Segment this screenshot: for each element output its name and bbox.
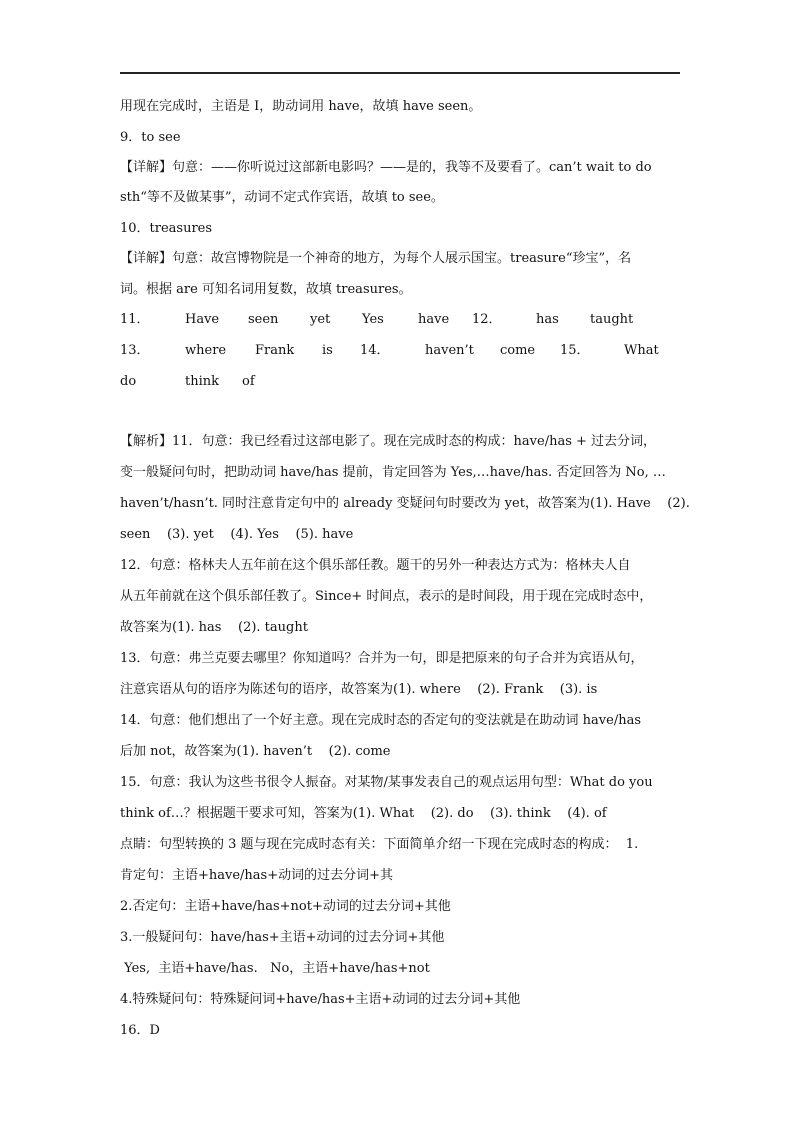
answer-word: 11． [120,312,150,327]
answer-word: What [624,343,659,358]
answer-word: yet [310,312,331,327]
answer-word: Yes [362,312,384,327]
answer-word: taught [590,312,634,327]
answer-word: Have [185,312,220,327]
analysis-line: 4.特殊疑问句：特殊疑问词+have/has+主语+动词的过去分词+其他 [120,992,521,1007]
analysis-line: 2.否定句：主语+have/has+not+动词的过去分词+其他 [120,899,451,914]
answer-word: has [536,312,559,327]
answer-word: 14． [360,343,390,358]
answer-word: come [500,343,536,358]
answer-word: where [185,343,227,358]
analysis-line: 14．句意：他们想出了一个好主意。现在完成时态的否定句的变法就是在助动词 have/has [120,713,642,728]
analysis-line: think of…？根据题干要求可知，答案为(1). What (2). do (3). think (4). of [120,806,607,821]
header-rule [120,72,680,74]
answer-word: 15． [560,343,590,358]
question-16-answer: 16．D [120,1023,160,1038]
text-line: sth“等不及做某事”，动词不定式作宾语，故填 to see。 [120,190,444,205]
text-line: 【详解】句意：故宫博物院是一个神奇的地方，为每个人展示国宝。treasure“珍宝”，名 [120,251,632,266]
text-line: 词。根据 are 可知名词用复数，故填 treasures。 [120,282,412,297]
analysis-line: 【解析】11．句意：我已经看过这部电影了。现在完成时态的构成：have/has + 过去分词， [120,434,657,449]
answer-word: is [322,343,333,358]
answer-word: 12． [472,312,502,327]
answer-word: have [418,312,450,327]
text-line: 【详解】句意：——你听说过这部新电影吗？——是的，我等不及要看了。can’t wait to do [120,160,652,175]
analysis-line: 肯定句：主语+have/has+动词的过去分词+其 [120,868,394,883]
analysis-line: 从五年前就在这个俱乐部任教了。Since+ 时间点，表示的是时间段，用于现在完成时态中， [120,589,653,604]
question-10-answer: 10．treasures [120,221,213,236]
analysis-line: 13．句意：弗兰克要去哪里？你知道吗？合并为一句，即是把原来的句子合并为宾语从句， [120,651,644,666]
answer-word: think [185,374,220,389]
answer-word: of [242,374,255,389]
analysis-line: Yes, 主语+have/has. No，主语+have/has+not [120,961,430,976]
text-line: 用现在完成时，主语是 I，助动词用 have，故填 have seen。 [120,99,482,114]
analysis-line: 点睛：句型转换的 3 题与现在完成时态有关：下面简单介绍一下现在完成时态的构成： 1. [120,837,639,852]
answer-word: do [120,374,137,389]
analysis-line: 15．句意：我认为这些书很令人振奋。对某物/某事发表自己的观点运用句型：What do you [120,775,653,790]
analysis-line: seen (3). yet (4). Yes (5). have [120,527,354,542]
answer-word: haven’t [425,343,474,358]
analysis-line: 故答案为(1). has (2). taught [120,620,308,635]
analysis-line: 12．句意：格林夫人五年前在这个俱乐部任教。题干的另外一种表达方式为：格林夫人自 [120,558,631,573]
analysis-line: 3.一般疑问句：have/has+主语+动词的过去分词+其他 [120,930,445,945]
analysis-line: 变一般疑问句时，把助动词 have/has 提前，肯定回答为 Yes,…have/has. 否定回答为 No, … [120,465,666,480]
analysis-line: 注意宾语从句的语序为陈述句的语序，故答案为(1). where (2). Frank (3). is [120,682,598,697]
question-9-answer: 9．to see [120,130,181,145]
answer-word: 13． [120,343,150,358]
analysis-line: haven’t/hasn’t. 同时注意肯定句中的 already 变疑问句时要改为 yet，故答案为(1). Have (2). [120,496,690,511]
analysis-line: 后加 not，故答案为(1). haven’t (2). come [120,744,391,759]
answer-word: seen [248,312,279,327]
answer-word: Frank [255,343,295,358]
